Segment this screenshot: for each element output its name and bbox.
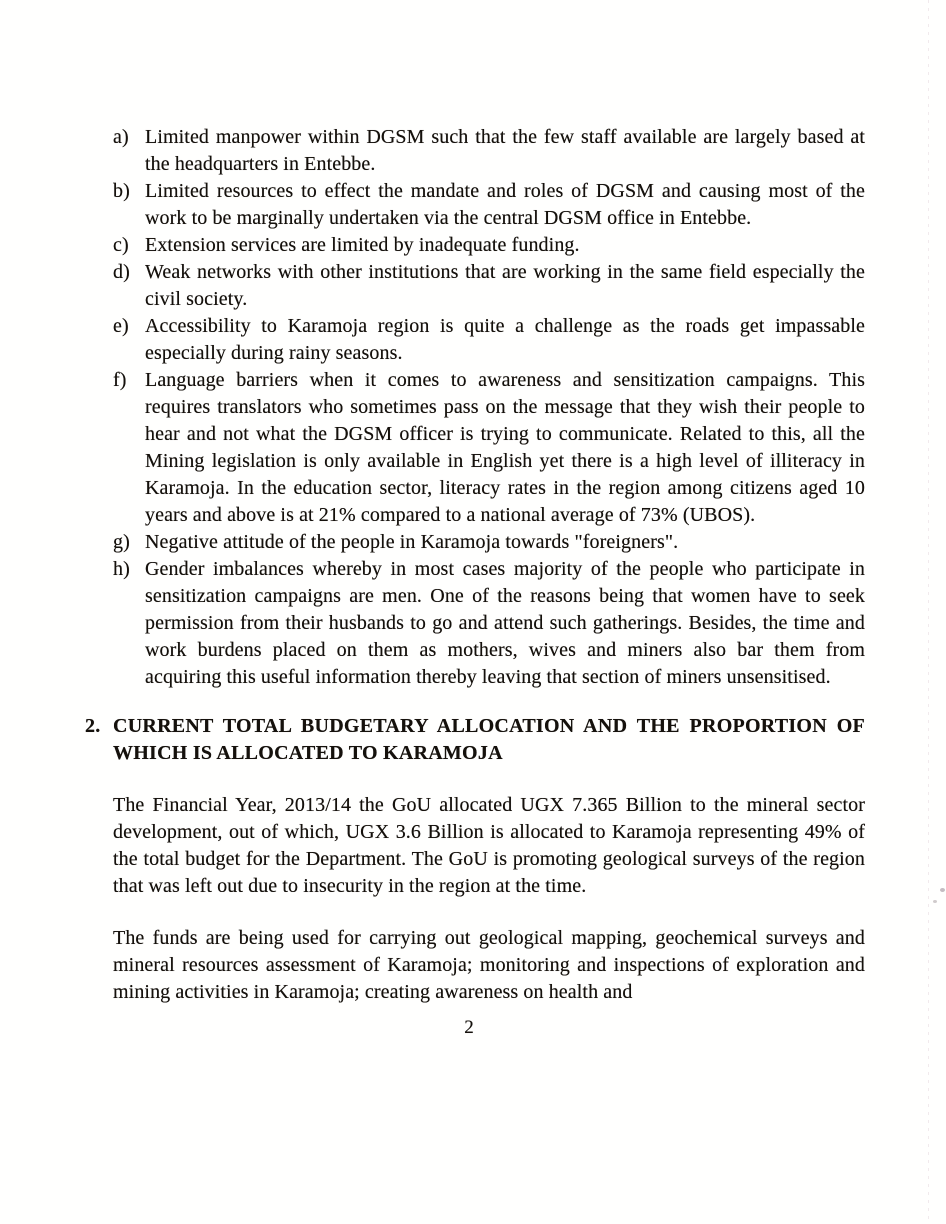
list-item-marker: g) (113, 531, 130, 553)
list-item-c (113, 232, 865, 259)
list-item-text: Limited manpower within DGSM such that the few staff available are largely based at the headquarters in Entebbe. (145, 126, 865, 175)
list-item-d (113, 259, 865, 313)
list-item-text: Extension services are limited by inadequate funding. (145, 234, 580, 256)
list-item-marker: e) (113, 315, 129, 337)
list-item-text: Weak networks with other institutions that are working in the same field especially the civil society. (145, 261, 865, 310)
list-item-marker: h) (113, 558, 130, 580)
list-item-text: Limited resources to effect the mandate and roles of DGSM and causing most of the work to be marginally undertaken via the central DGSM office in Entebbe. (145, 180, 865, 229)
scan-speck (933, 900, 937, 903)
list-item-text: Accessibility to Karamoja region is quite a challenge as the roads get impassable especially during rainy seasons. (145, 315, 865, 364)
list-item-marker: f) (113, 369, 127, 391)
list-item-g (113, 529, 865, 556)
list-item-text: Gender imbalances whereby in most cases majority of the people who participate in sensitization campaigns are men. One of the reasons being that women have to seek permission from their husbands to go and attend such gatherings. Besides, the time and work burdens placed on them as mothers, wives and miners also bar them from acquiring this useful information thereby leaving that section of miners unsensitised. (145, 558, 865, 688)
list-item-a (113, 124, 865, 178)
paragraph-use-of-funds: The funds are being used for carrying out geological mapping, geochemical surveys and mineral resources assessment of Karamoja; monitoring and inspections of exploration and mining activities in Karamoja; creating awareness on health and (113, 927, 865, 1003)
list-item-e (113, 313, 865, 367)
paragraph-budget-allocation: The Financial Year, 2013/14 the GoU allocated UGX 7.365 Billion to the mineral sector development, out of which, UGX 3.6 Billion is allocated to Karamoja representing 49% of the total budget for the Department. The GoU is promoting geological surveys of the region that was left out due to insecurity in the region at the time. (113, 794, 865, 897)
list-item-marker: a) (113, 126, 129, 148)
list-item-marker: b) (113, 180, 130, 202)
list-item-marker: d) (113, 261, 130, 283)
list-item-f (113, 367, 865, 529)
list-item-marker: c) (113, 234, 129, 256)
list-item-text: Negative attitude of the people in Karamoja towards "foreigners". (145, 531, 679, 553)
scan-artifact-line (928, 0, 929, 1224)
scan-speck (940, 888, 945, 892)
list-item-h (113, 556, 865, 691)
section-heading (85, 713, 865, 767)
document-content (85, 124, 865, 1041)
page-number: 2 (464, 1017, 474, 1038)
section-number: 2. (85, 715, 101, 737)
list-item-b (113, 178, 865, 232)
list-item-text: Language barriers when it comes to awareness and sensitization campaigns. This requires translators who sometimes pass on the message that they wish their people to hear and not what the DGSM officer is trying to communicate. Related to this, all the Mining legislation is only available in English yet there is a high level of illiteracy in Karamoja. In the education sector, literacy rates in the region among citizens aged 10 years and above is at 21% compared to a national average of 73% (UBOS). (145, 369, 865, 526)
section-title: CURRENT TOTAL BUDGETARY ALLOCATION AND THE PROPORTION OF WHICH IS ALLOCATED TO KARAMOJA (113, 715, 865, 764)
limitations-letter-list (113, 124, 865, 691)
